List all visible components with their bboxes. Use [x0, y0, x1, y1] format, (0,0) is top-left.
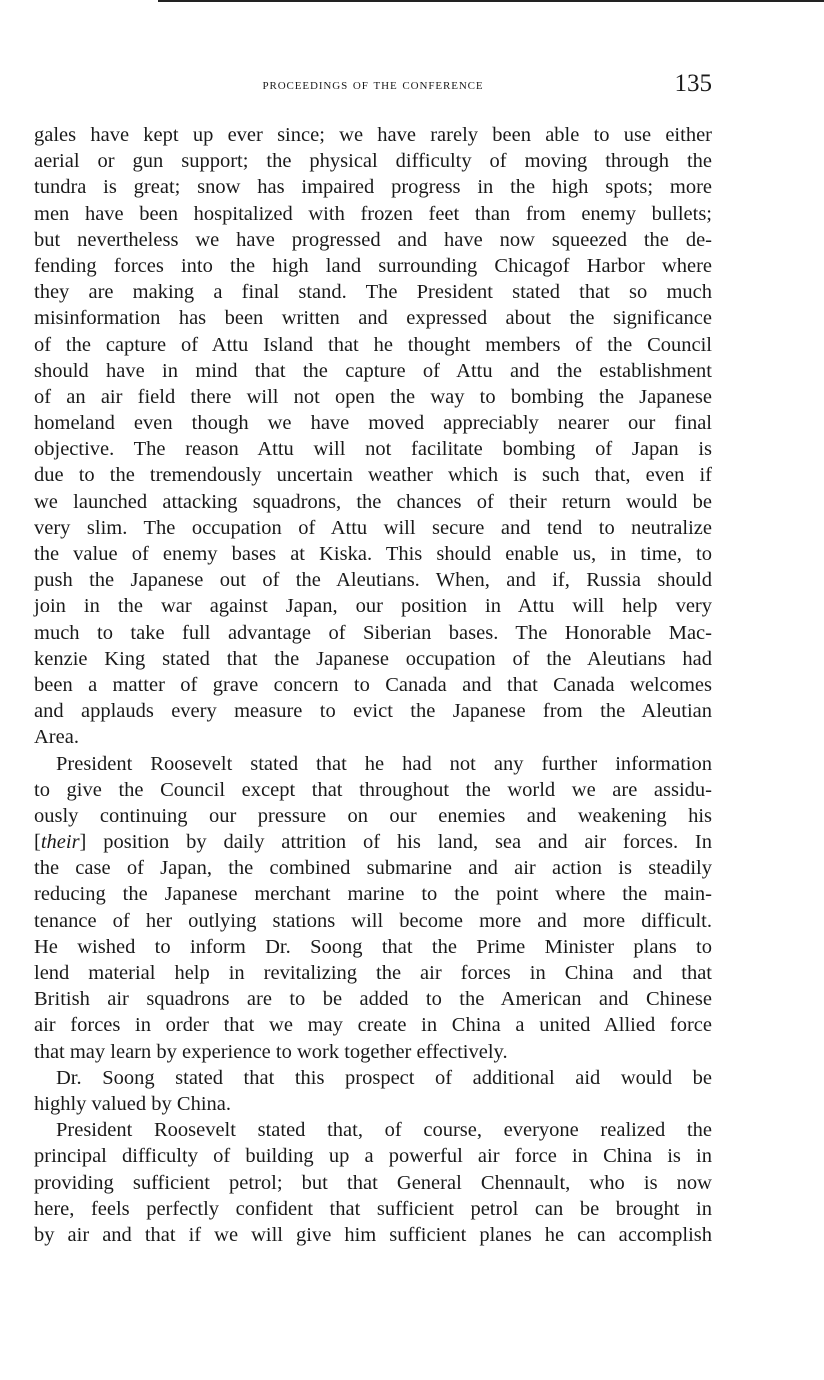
text-line: of an air field there will not open the way to bombing the Japanese: [34, 385, 712, 408]
text-line: by air and that if we will give him sufficient planes he can accomplish: [34, 1223, 712, 1246]
text-line: principal difficulty of building up a powerful air force in China is in: [34, 1145, 712, 1168]
text-line: we launched attacking squadrons, the chances of their return would be: [34, 490, 712, 513]
text-line: ously continuing our pressure on our enemies and weakening his: [34, 804, 712, 827]
text-line: Area.: [34, 726, 79, 749]
text-line: tenance of her outlying stations will become more and more difficult.: [34, 909, 712, 932]
page-number: 135: [674, 70, 712, 97]
page-header: [34, 72, 712, 102]
text-line: objective. The reason Attu will not facilitate bombing of Japan is: [34, 438, 712, 461]
text-line: aerial or gun support; the physical difficulty of moving through the: [34, 150, 712, 173]
text-line: Dr. Soong stated that this prospect of additional aid would be: [56, 1066, 712, 1089]
text-line: misinformation has been written and expressed about the significance: [34, 307, 712, 330]
text-line: they are making a final stand. The President stated that so much: [34, 281, 712, 304]
text-line: of the capture of Attu Island that he thought members of the Council: [34, 333, 712, 356]
text-line: He wished to inform Dr. Soong that the Prime Minister plans to: [34, 935, 712, 958]
top-rule: [158, 0, 824, 2]
text-line: British air squadrons are to be added to the American and Chinese: [34, 988, 712, 1011]
text-line: lend material help in revitalizing the air forces in China and that: [34, 962, 712, 984]
text-line: here, feels perfectly confident that sufficient petrol can be brought in: [34, 1197, 712, 1220]
text-line: air forces in order that we may create in China a united Allied force: [34, 1014, 712, 1037]
text-line: been a matter of grave concern to Canada and that Canada welcomes: [34, 673, 712, 696]
text-line: men have been hospitalized with frozen feet than from enemy bullets;: [34, 202, 712, 225]
text-line: providing sufficient petrol; but that General Chennault, who is now: [34, 1171, 712, 1194]
text-line: the value of enemy bases at Kiska. This should enable us, in time, to: [34, 543, 712, 565]
text-line: President Roosevelt stated that he had not any further information: [56, 752, 712, 775]
text-line: [their] position by daily attrition of his land, sea and air forces. In: [34, 831, 712, 854]
text-line: highly valued by China.: [34, 1092, 232, 1115]
text-line: to give the Council except that throughout the world we are assidu-: [34, 778, 712, 801]
editorial-insertion: their: [40, 831, 80, 854]
text-line: due to the tremendously uncertain weather which is such that, even if: [34, 464, 712, 487]
text-line: the case of Japan, the combined submarine and air action is steadily: [34, 857, 712, 880]
text-line: fending forces into the high land surrounding Chicagof Harbor where: [34, 254, 712, 277]
text-line: homeland even though we have moved appreciably nearer our final: [34, 412, 712, 435]
text-line: kenzie King stated that the Japanese occupation of the Aleutians had: [34, 647, 712, 670]
text-line: should have in mind that the capture of Attu and the establishment: [34, 359, 712, 382]
body-text: [34, 122, 712, 1248]
text-line: very slim. The occupation of Attu will secure and tend to neutralize: [34, 516, 712, 539]
running-head: proceedings of the conference: [262, 76, 484, 93]
text-line: reducing the Japanese merchant marine to the point where the main-: [34, 883, 712, 906]
text-line: President Roosevelt stated that, of course, everyone realized the: [56, 1119, 712, 1142]
text-line: and applauds every measure to evict the Japanese from the Aleutian: [34, 700, 712, 723]
text-line: push the Japanese out of the Aleutians. When, and if, Russia should: [34, 569, 712, 592]
text-line: tundra is great; snow has impaired progress in the high spots; more: [34, 176, 712, 199]
text-line: that may learn by experience to work together effectively.: [34, 1040, 508, 1063]
text-line: gales have kept up ever since; we have rarely been able to use either: [34, 124, 712, 146]
text-line: but nevertheless we have progressed and have now squeezed the de-: [34, 228, 712, 251]
text-line: join in the war against Japan, our position in Attu will help very: [34, 595, 712, 618]
text-line: much to take full advantage of Siberian bases. The Honorable Mac-: [34, 621, 712, 644]
